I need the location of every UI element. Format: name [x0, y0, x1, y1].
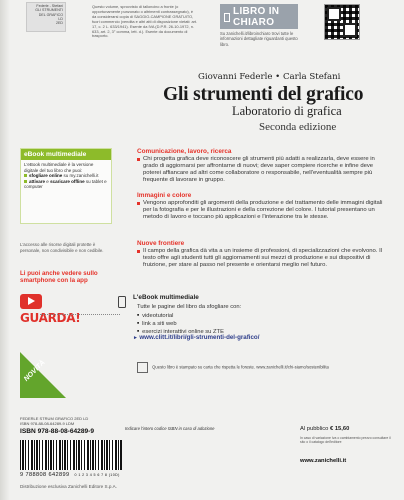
section-immagini	[137, 192, 389, 221]
ebook-box-intro: L'eBook multimediale è la versione digitale del tuo libro che puoi:	[24, 162, 94, 173]
section-text: Vengono approfonditi gli argomenti della produzione e del trattamento delle immagini digitali per la fotografia e per le illustrazioni e della correzione del colore. I tutorial presentano un metodo di lavoro e toccano più applicazioni e l'interazione tra le stesse.	[137, 200, 389, 221]
fsc-note	[137, 362, 357, 373]
ebook-item-text: su tablet e computer	[24, 178, 107, 190]
ebook-resource-list	[137, 312, 224, 336]
ebook-lower-intro: Tutte le pagine del libro da sfogliare con:	[137, 304, 242, 310]
price-value: € 15,60	[329, 426, 350, 432]
ebook-item-bold: sfogliare online	[29, 173, 63, 179]
list-item: ■ esercizi interattivi online su ZTE	[137, 328, 224, 336]
list-item: ■ videotutorial	[137, 312, 224, 320]
fsc-text: Questo libro è stampato su carta che rispetta le foreste. www.zanichelli.it/chi-siamo/sostenibilita	[152, 364, 329, 370]
barcode-digits: 9 788808 642899	[20, 472, 70, 478]
book-authors: Giovanni Federle • Carla Stefani	[198, 72, 341, 82]
section-text: Il campo della grafica dà vita a un insieme di professioni, di specializzazioni che evolvono. Il testo offre agli studenti tutti gli aggiornamenti sui mezzi di produzione e sui dispositivi di fruizione, per stare al passo nel presente e orientarsi meglio nel futuro.	[137, 248, 389, 269]
section-title: Nuove frontiere	[137, 240, 185, 247]
section-text: Chi progetta grafica deve riconoscere gli strumenti più adatti a realizzarla, deve essere in grado di aggiornarsi per affrontarne di nuovi; deve saper compiere ricerche e infine deve poterei affiancare ad altri come collaboratore o responsabile, nell'eventualità sempre più frequente di lavorare in gruppo.	[137, 156, 389, 184]
section-nuove-frontiere	[137, 240, 389, 269]
spine-label-box	[26, 2, 66, 32]
libro-in-chiaro-header	[220, 4, 298, 29]
bullet-icon	[24, 180, 27, 183]
ebook-multimedia-block	[118, 294, 368, 350]
isbn-note: Indicare l'intero codice ISBN in caso di adozione	[125, 426, 215, 431]
spine-label-line: DEL GRAFICO	[38, 12, 63, 17]
book-title: Gli strumenti del grafico	[163, 84, 364, 105]
smartphone-label: Li puoi anche vedere sullo smartphone con la app	[20, 270, 98, 284]
book-website-link[interactable]: ► www.clitt.it/libri/gli-strumenti-del-grafico/	[133, 334, 259, 341]
connector-line	[40, 314, 120, 315]
libro-in-chiaro-block	[220, 4, 324, 48]
ebook-info-box	[20, 148, 112, 224]
book-icon	[224, 13, 230, 22]
bullet-icon	[24, 174, 27, 177]
ebook-box-body	[21, 160, 111, 192]
barcode-header-line: ISBN 978-88-08-64289-9 LDM	[20, 421, 75, 426]
spine-label-line: 2ED	[56, 21, 63, 26]
fsc-logo-icon	[137, 362, 148, 373]
spine-label-line: GLI STRUMENTI	[35, 8, 63, 13]
publisher-website[interactable]: www.zanichelli.it	[300, 458, 347, 464]
ebook-item-text: e	[46, 178, 49, 184]
guarda-wordmark: GUARDA!	[20, 311, 81, 325]
sample-copy-notice: Questo volume, sprovvisto di talloncino a fronte (o opportunamente punzonato o altrimenti contrassegnato), è da considerarsi copia di SAGGIO-CAMPIONE GRATUITO, fuori commercio (vendita e altri atti di disposizione vietati: art. 17, c. 2 L. 633/1941). Esente da IVA (D.P.R. 26-10-1972, n. 633, art. 2, 3° comma, lett. d.). Esente da documento di trasporto.	[92, 5, 198, 39]
spine-label-line: LD	[58, 16, 63, 21]
ebook-item-text: su my.zanichelli.it	[63, 173, 99, 179]
ebook-box-item	[24, 179, 108, 190]
qr-code-icon[interactable]	[324, 4, 360, 40]
barcode-graphic	[20, 440, 122, 470]
price-block	[300, 426, 349, 432]
isbn-code: ISBN 978-88-08-64289-9	[20, 428, 95, 435]
section-title: Comunicazione, lavoro, ricerca	[137, 148, 232, 155]
barcode-header-line: FEDERLE STRUM GRAFICO 2ED LD	[20, 416, 89, 421]
book-edition: Seconda edizione	[259, 121, 337, 133]
price-label: Al pubblico	[300, 426, 329, 432]
ebook-box-header: eBook multimediale	[21, 149, 111, 160]
section-title: Immagini e colore	[137, 192, 192, 199]
play-icon	[20, 294, 42, 309]
guarda-app-logo	[20, 294, 81, 326]
novita-label: NOVITÀ	[23, 359, 47, 383]
ebook-lower-title: L'eBook multimediale	[133, 294, 199, 301]
book-subtitle: Laboratorio di grafica	[232, 104, 342, 118]
ebook-item-bold: scaricare offline	[50, 178, 85, 184]
list-item: ■ link a siti web	[137, 320, 224, 328]
distribution-note: Distribuzione esclusiva Zanichelli Editore S.p.A.	[20, 484, 118, 489]
barcode-header	[20, 416, 88, 426]
smartphone-icon	[118, 296, 126, 308]
spine-label-line: Federle - Stefani	[36, 4, 63, 8]
section-comunicazione	[137, 148, 389, 184]
access-note: L'accesso alle risorse digitali protette è personale, non condivisibile e non cedibile.	[20, 242, 104, 253]
price-note: In caso di variazione Iva o cambiamento prezzo consultare il sito o il catalogo dell'editore	[300, 436, 391, 445]
libro-in-chiaro-text: Su zanichelli.it/libroinchiaro trovi tutte le informazioni dettagliate riguardanti questo libro.	[220, 31, 298, 47]
barcode-small-digits: 0 1 2 3 4 5 6 7 8 (10D)	[74, 473, 120, 477]
barcode-number	[20, 472, 120, 478]
novita-badge	[20, 352, 66, 398]
ebook-item-bold: attivare	[29, 178, 46, 184]
libro-in-chiaro-title: LIBRO IN CHIARO	[233, 6, 280, 28]
